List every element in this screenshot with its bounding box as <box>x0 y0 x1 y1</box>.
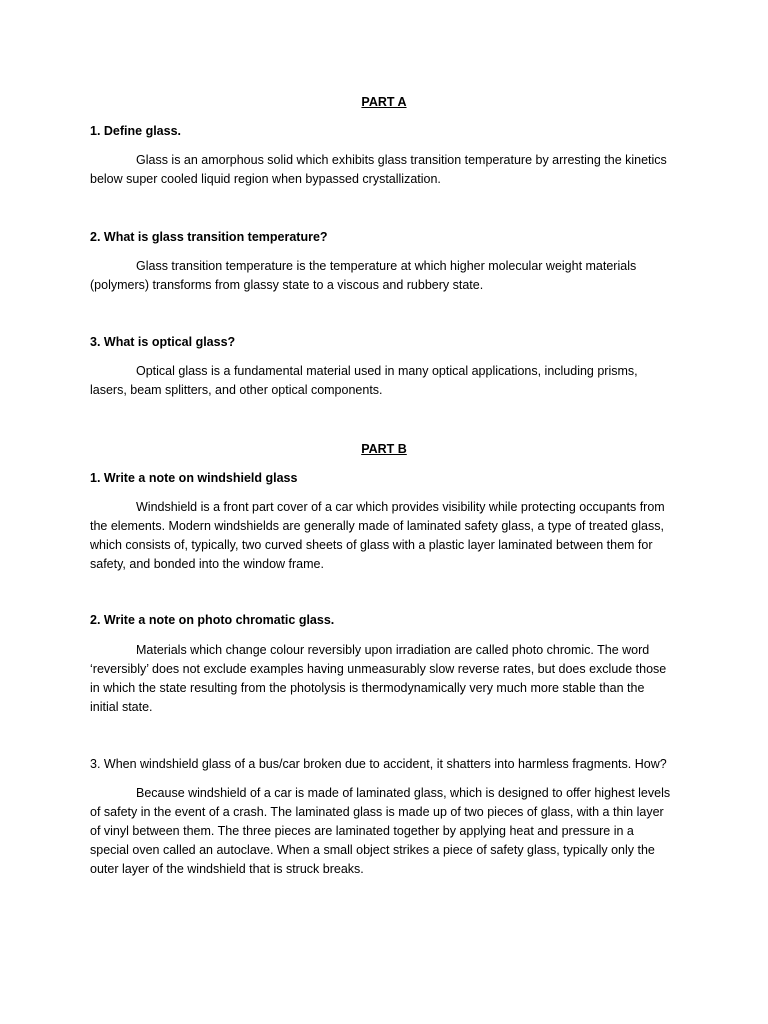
part-a-answer-3: Optical glass is a fundamental material used in many optical applications, including prisms, lasers, beam splitters, and other optical components. <box>90 364 638 397</box>
part-a-answer-1: Glass is an amorphous solid which exhibits glass transition temperature by arresting the kinetics below super cooled liquid region when bypassed crystallization. <box>90 153 667 186</box>
part-b-answer-2: Materials which change colour reversibly upon irradiation are called photo chromic. The word ‘reversibly’ does not exclude examples having unmeasurably slow reverse rates, but does exclude those in which the state resulting from the photolysis is thermodynamically very much more stable than the initial state. <box>90 643 667 714</box>
part-b-question-3: 3. When windshield glass of a bus/car broken due to accident, it shatters into harmless fragments. How? <box>90 757 667 771</box>
part-b-question-1: 1. Write a note on windshield glass <box>90 471 298 485</box>
part-a-heading: PART A <box>361 95 407 109</box>
part-a-question-1: 1. Define glass. <box>90 124 182 138</box>
part-b-answer-1: Windshield is a front part cover of a car which provides visibility while protecting occupants from the elements. Modern windshields are generally made of laminated safety glass, a type of treated glass, which consists of, typically, two curved sheets of glass with a plastic layer laminated between them for safety, and bonded into the window frame. <box>90 500 665 571</box>
part-a-answer-2: Glass transition temperature is the temperature at which higher molecular weight materials (polymers) transforms from glassy state to a viscous and rubbery state. <box>90 259 637 292</box>
part-b-answer-3: Because windshield of a car is made of laminated glass, which is designed to offer highest levels of safety in the event of a crash. The laminated glass is made up of two pieces of glass, with a thin layer of vinyl between them. The three pieces are laminated together by applying heat and pressure in a special oven called an autoclave. When a small object strikes a piece of safety glass, typically only the outer layer of the windshield that is struck breaks. <box>90 786 671 876</box>
part-a-question-2: 2. What is glass transition temperature? <box>90 230 328 244</box>
part-b-question-2: 2. Write a note on photo chromatic glass. <box>90 613 335 627</box>
part-a-question-3: 3. What is optical glass? <box>90 335 236 349</box>
part-b-heading: PART B <box>361 442 407 456</box>
